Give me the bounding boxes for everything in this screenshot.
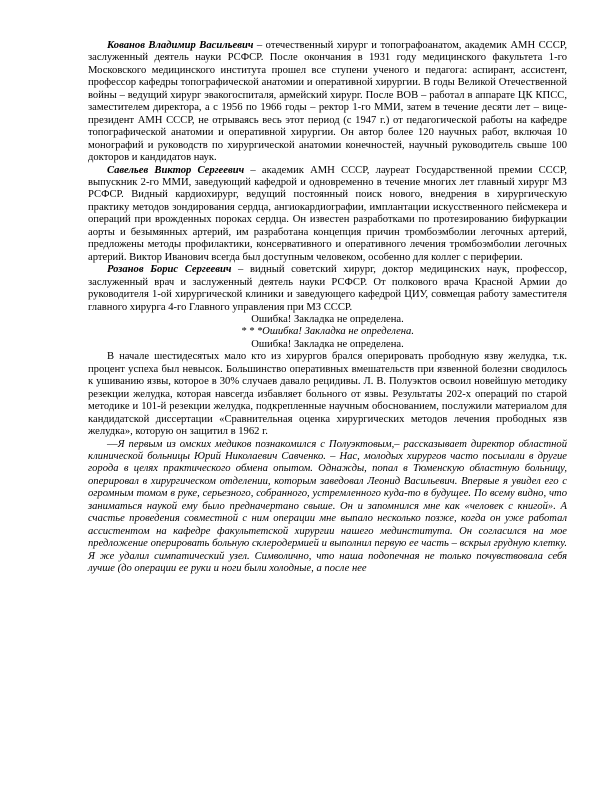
section-divider-error: * * *Ошибка! Закладка не определена. xyxy=(240,326,415,338)
bio-text: – видный советский хирург, доктор медицинских наук, профессор, заслуженный врач и заслуженный деятель науки РСФСР. От полкового врача Красной Армии до руководителя 1-ой хирургической клиники и заведующего кафедрой ЦИУ, совмещая работу заместителя главного хирурга 4-го Главного управления при МЗ СССР. xyxy=(88,264,567,313)
page-content xyxy=(88,40,567,575)
bio-paragraph-rozanov xyxy=(88,264,567,314)
bio-name: Савельев Виктор Сергеевич xyxy=(107,164,245,176)
bio-paragraph-kovanov xyxy=(88,40,567,165)
body-paragraph: В начале шестидесятых мало кто из хирургов брался оперировать прободную язву желудка, т.к. процент успеха был невысок. Большинство оперативных вмешательств при язвенной болезни сводилось к ушиванию язвы, которое в 30% случаев давало рецидивы. Л. В. Полуэктов освоил новейшую методику резекции желудка, которая навсегда избавляет больного от язвы. Результаты 202-х операций по старой методике и 101-й резекции желудка, подкрепленные научным обоснованием, послужили материалом для кандидатской диссертации «Сравнительная оценка хирургических методов лечения прободных язв желудка», которую он защитил в 1962 г. xyxy=(88,351,567,438)
bookmark-error-line-3: Ошибка! Закладка не определена. xyxy=(251,338,404,350)
bio-text: – академик АМН СССР, лауреат Государственной премии СССР, выпускник 2-го ММИ, заведующий кафедрой и одновременно в течение многих лет главный хирург МЗ РСФСР. Видный кардиохирург, ведущий постоянный поиск нового, внедрения в хирургическую практику методов зондирования сердца, ангиокардиографии, имплантации искусственного пейсмекера и операций при врожденных пороках сердца. Он известен разработками по протезированию бифуркации аорты и безымянных артерий, им разработана концепция причин тромбоэмболии легочных артерий, предложены методы профилактики, консервативного и оперативного лечения тромбоэмболии легочных артерий. Виктор Иванович всегда был доступным человеком, особенно для коллег с периферии. xyxy=(88,164,567,263)
quote-paragraph xyxy=(88,439,567,576)
bio-text: – отечественный хирург и топографоанатом, академик АМН СССР, заслуженный деятель науки РСФСР. После окончания в 1931 году медицинского факультета 1-го Московского медицинского института прошел все ступени ученого и педагога: аспирант, ассистент, профессор кафедры топографической анатомии и оперативной хирургии. В годы Великой Отечественной войны – ведущий хирург эвакогоспиталя, армейский хирург. После ВОВ – работал в аппарате ЦК КПСС, заместителем директора, а с 1956 по 1966 годы – ректор 1-го ММИ, затем в течение десяти лет – вице-президент АМН СССР, не отрываясь весь этот период (с 1947 г.) от педагогической работы на кафедре топографической анатомии и оперативной хирургии. Он автор более 120 научных работ, включая 10 монографий и руководств по хирургической анатомии конечностей, научный руководитель свыше 100 докторов и кандидатов наук. xyxy=(88,40,567,164)
bio-name: Розанов Борис Сергеевич xyxy=(107,264,232,276)
bio-name: Кованов Владимир Васильевич xyxy=(107,40,254,51)
bio-paragraph-savelyev xyxy=(88,165,567,265)
bookmark-error-line-1: Ошибка! Закладка не определена. xyxy=(251,313,404,325)
quote-dash: — xyxy=(107,438,118,450)
quote-text: Я первым из омских медиков познакомился с Полуэктовым,– рассказывает директор областной клинической больницы Юрий Николаевич Савченко. – Нас, молодых хирургов часто посылали в другие города в целях практического обмена опытом. Однажды, попал в Тюменскую областную больницу, оперировал в хирургическом отделении, которым заведовал Леонид Васильевич. Впервые я увидел его с огромным томом в руке, серьезного, собранного, устремленного куда-то в будущее. По всему видно, что заниматься наукой ему было предначертано свыше. Он и запомнился мне как «человек с книгой». А счастье проведения совместной с ним операции мне выпало несколько позже, когда он уже работал ассистентом на кафедре факультетской хирургии нашего мединститута. Он согласился на мое предложение оперировать больную склеродермией и выполнил первую ее часть – вскрыл грудную клетку. Я же удалил симпатический узел. Символично, что наша подопечная не только почувствовала себя лучше (до операции ее руки и ноги были холодные, а после нее xyxy=(88,438,567,575)
